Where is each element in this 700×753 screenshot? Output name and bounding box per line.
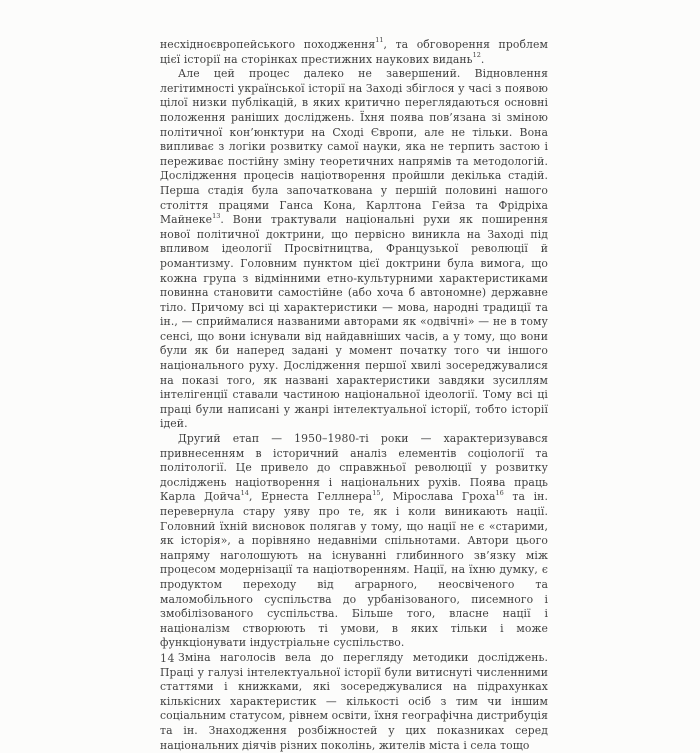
footnote-reference: 14 <box>241 489 249 497</box>
text-block <box>160 38 548 753</box>
body-paragraph: Зміна наголосів вела до перегляду методики досліджень. Праці у галузі інтелектуальної історії були витиснуті численними статтями і книжками, які зосереджувалися на підрахунках кількісних характеристик — кількості осіб з тим чи іншим соціальним статусом, рівнем освіти, їхня географічна дистрибуція та ін. Знаходження розбіжностей у цих показниках серед національних діячів різних поколінь, жителів міста і села тощо <box>160 651 548 753</box>
body-paragraph: Другий етап — 1950–1980-ті роки — характеризувався привнесенням в історичний аналіз елементів соціології та політології. Це привело до справжньої революції у розвитку досліджень націотворення і національних рухів. Поява праць Карла Дойча$^{14}$, Ернеста Геллнера$^{15}$, Мірослава Гроха$^{16}$ та ін. перевернула стару уяву про те, як і коли виникають нації. Головний їхній висновок полягав у тому, що нації не є «старими, як історія», а порівняно недавніми спільнотами. Автори цього напряму наголошують на існуванні глибинного зв’язку між процесом модернізації та націотворенням. Нації, на їхню думку, є продуктом переходу від аграрного, неосвіченого та маломобільного суспільства до урбанізованого, писемного і змобілізованого суспільства. Більше того, власне нації і націоналізм створюють ті умови, в яких тільки і може функціонувати індустріальне суспільство. <box>160 432 548 651</box>
page-number: 14 <box>160 652 175 665</box>
footnote-reference: 13 <box>212 212 220 220</box>
footnote-reference: 15 <box>372 489 380 497</box>
footnote-reference: 12 <box>473 51 481 59</box>
body-paragraph: Але цей процес далеко не завершений. Відновлення легітимності української історії на Заході збіглося у часі з появою цілої низки публікацій, в яких критично переглядаються основні положення раніших досліджень. Їхня поява пов’язана зі зміною політичної кон’юнктури на Сході Європи, але не тільки. Вона випливає з логіки розвитку самої науки, яка не терпить застою і переживає постійну зміну теоретичних напрямів та методологій. Дослідження процесів націотворення пройшли декілька стадій. Перша стадія була започаткована у першій половині нашого століття працями Ганса Кона, Карлтона Гейза та Фрідріха Майнеке$^{13}$. Вони трактували національні рухи як поширення нової політичної доктрини, що первісно виникла на Заході під впливом ідеології Просвітництва, Французької революції й романтизму. Головним пунктом цієї доктрини була вимога, що кожна група з відмінними етно-культурними характеристиками повинна становити самостійне (або хоча б автономне) державне тіло. Причому всі ці характеристики — мова, народні традиції та ін., — сприймалися названими авторами як «одвічні» — не в тому сенсі, що вони існували від найдавніших часів, а у тому, що вони були як би наперед задані у момент початку того чи іншого національного руху. Дослідження першої хвилі зосереджувалися на показі того, як названі характеристики завдяки зусиллям інтелігенції ставали частиною національної ідеології. Тому всі ці праці були написані у жанрі інтелектуальної історії, тобто історії ідей. <box>160 67 548 432</box>
body-paragraph: несхідноєвропейського походження$^{11}$, та обговорення проблем цієї історії на сторінках престижних наукових видань$^{12}$. <box>160 38 548 67</box>
footnote-reference: 16 <box>496 489 504 497</box>
footnote-reference: 11 <box>375 36 383 44</box>
